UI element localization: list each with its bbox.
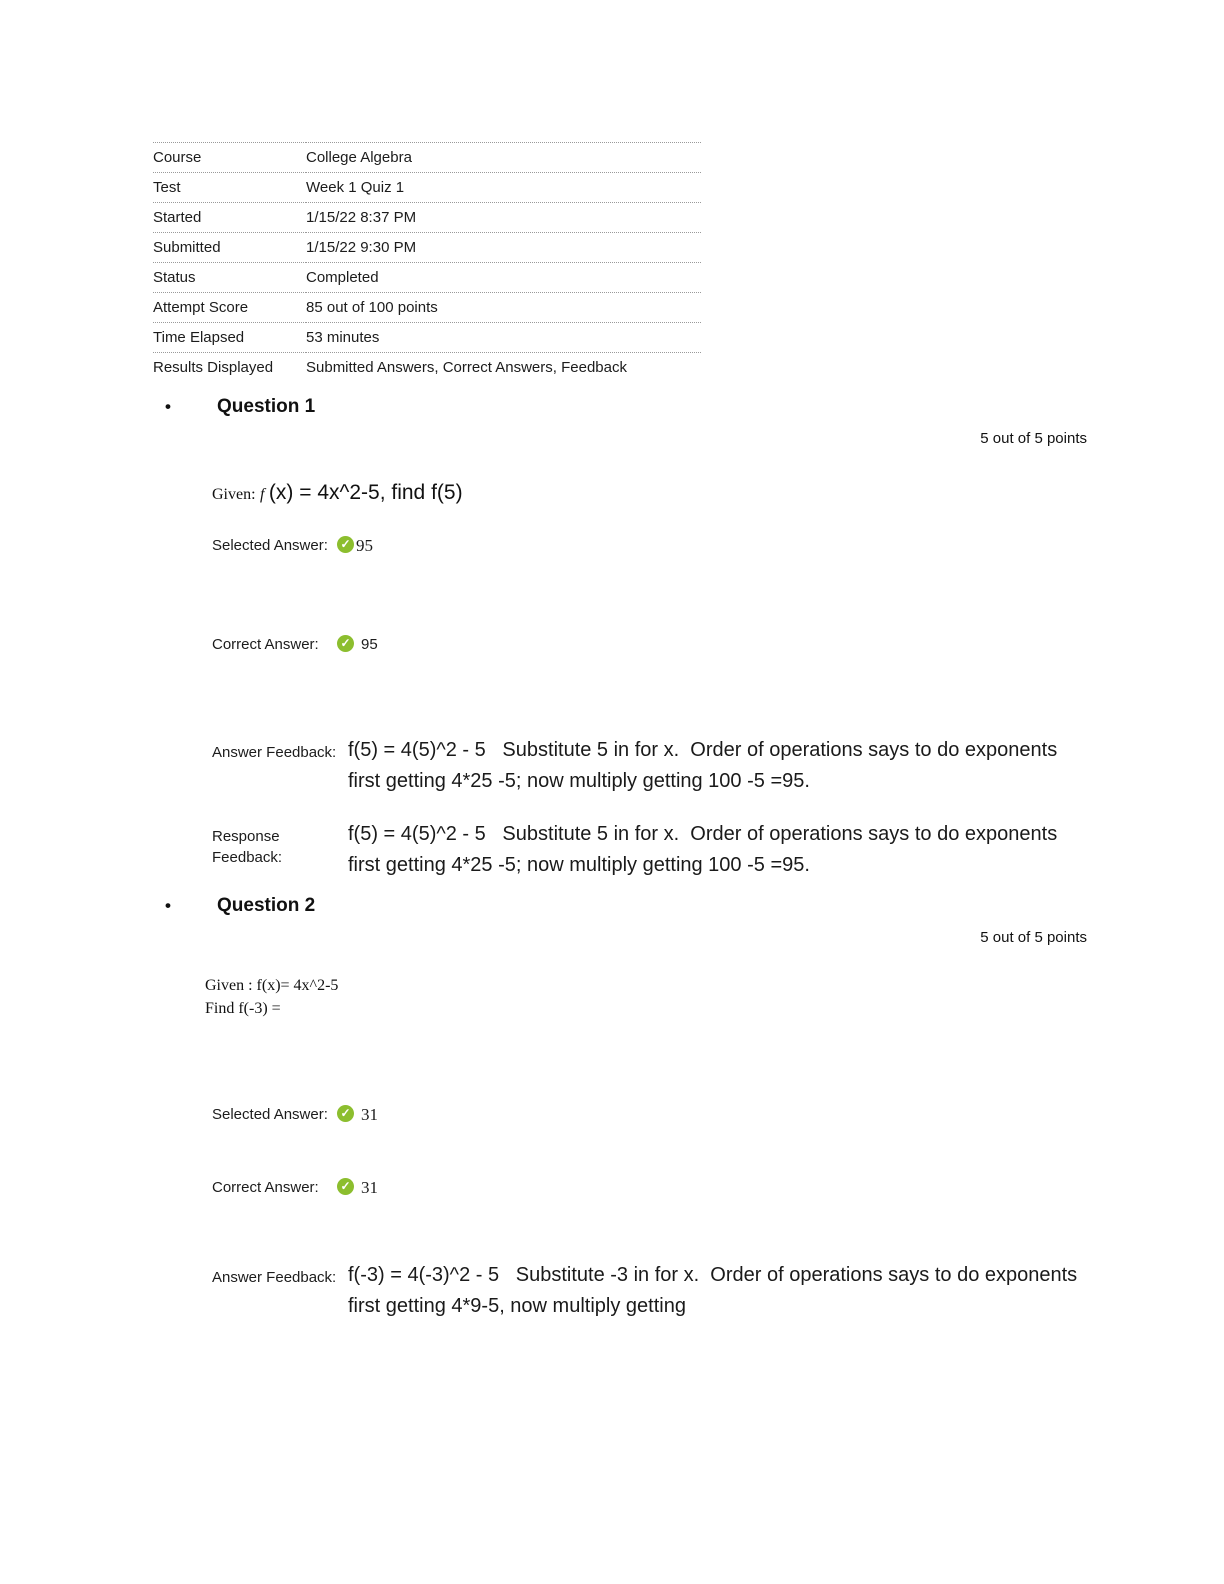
summary-label-time-elapsed: Time Elapsed <box>153 323 306 353</box>
summary-value-status: Completed <box>306 263 701 293</box>
summary-value-submitted: 1/15/22 9:30 PM <box>306 233 701 263</box>
summary-label-results-displayed: Results Displayed <box>153 353 306 383</box>
summary-label-submitted: Submitted <box>153 233 306 263</box>
correct-answer-value: 95 <box>361 636 378 653</box>
correct-answer-label: Correct Answer: <box>212 1179 319 1196</box>
selected-answer-value-wrap <box>337 535 1087 556</box>
table-row <box>153 233 701 263</box>
question-title: Question 2 <box>217 895 316 916</box>
selected-answer-value-wrap <box>337 1104 1087 1125</box>
summary-value-results-displayed: Submitted Answers, Correct Answers, Feedback <box>306 353 701 383</box>
question-2-section <box>153 895 1087 1322</box>
question-1-section <box>153 396 1087 881</box>
summary-label-attempt-score: Attempt Score <box>153 293 306 323</box>
summary-label-started: Started <box>153 203 306 233</box>
check-icon: ✓ <box>337 1178 354 1195</box>
answer-feedback-label: Answer Feedback: <box>212 744 337 761</box>
check-icon: ✓ <box>337 635 354 652</box>
summary-value-time-elapsed: 53 minutes <box>306 323 701 353</box>
summary-value-course: College Algebra <box>306 143 701 173</box>
question-prompt <box>212 481 1087 505</box>
selected-answer-row <box>212 535 1087 556</box>
question-points: 5 out of 5 points <box>980 430 1087 447</box>
table-row <box>153 263 701 293</box>
prompt-line-2: Find f(-3) = <box>205 1000 281 1017</box>
answer-feedback-row <box>212 1260 1087 1322</box>
selected-answer-value: 95 <box>356 536 373 555</box>
question-1-heading <box>153 396 1087 418</box>
question-points: 5 out of 5 points <box>980 929 1087 946</box>
summary-label-test: Test <box>153 173 306 203</box>
response-feedback-row <box>212 819 1087 881</box>
answer-feedback-text: f(-3) = 4(-3)^2 - 5 Substitute -3 in for x. Order of operations says to do exponents first getting 4*9-5, now multiply getting <box>348 1264 1083 1317</box>
correct-answer-value: 31 <box>361 1178 378 1197</box>
response-feedback-text: f(5) = 4(5)^2 - 5 Substitute 5 in for x. Order of operations says to do exponents first getting 4*25 -5; now multiply getting 100 -5 =95. <box>348 823 1063 876</box>
summary-label-status: Status <box>153 263 306 293</box>
table-row <box>153 143 701 173</box>
answer-feedback-text: f(5) = 4(5)^2 - 5 Substitute 5 in for x. Order of operations says to do exponents first getting 4*25 -5; now multiply getting 100 -5 =95. <box>348 739 1063 792</box>
table-row <box>153 293 701 323</box>
correct-answer-row <box>212 1177 1087 1198</box>
prompt-expression: (x) = 4x^2-5, find f(5) <box>268 481 463 504</box>
table-row <box>153 173 701 203</box>
question-prompt <box>205 974 1087 1020</box>
check-icon: ✓ <box>337 536 354 553</box>
bullet-icon: • <box>165 397 171 416</box>
correct-answer-value-wrap <box>337 1177 1087 1198</box>
summary-value-started: 1/15/22 8:37 PM <box>306 203 701 233</box>
correct-answer-label: Correct Answer: <box>212 636 319 653</box>
selected-answer-label: Selected Answer: <box>212 537 328 554</box>
prompt-given-label: Given: <box>212 486 256 503</box>
selected-answer-label: Selected Answer: <box>212 1106 328 1123</box>
question-title: Question 1 <box>217 396 316 417</box>
answer-feedback-row <box>212 735 1087 797</box>
summary-label-course: Course <box>153 143 306 173</box>
correct-answer-row <box>212 634 1087 655</box>
table-row <box>153 203 701 233</box>
table-row <box>153 353 701 383</box>
table-row <box>153 323 701 353</box>
summary-value-attempt-score: 85 out of 100 points <box>306 293 701 323</box>
selected-answer-row <box>212 1104 1087 1125</box>
prompt-f-symbol: f <box>260 486 265 503</box>
answer-feedback-label: Answer Feedback: <box>212 1269 337 1286</box>
prompt-line-1: Given : f(x)= 4x^2-5 <box>205 977 339 994</box>
bullet-icon: • <box>165 896 171 915</box>
question-2-heading <box>153 895 1087 917</box>
summary-value-test: Week 1 Quiz 1 <box>306 173 701 203</box>
summary-table <box>153 142 701 382</box>
check-icon: ✓ <box>337 1105 354 1122</box>
response-feedback-label: Response Feedback: <box>212 828 283 866</box>
correct-answer-value-wrap <box>337 634 1087 655</box>
selected-answer-value: 31 <box>361 1105 378 1124</box>
